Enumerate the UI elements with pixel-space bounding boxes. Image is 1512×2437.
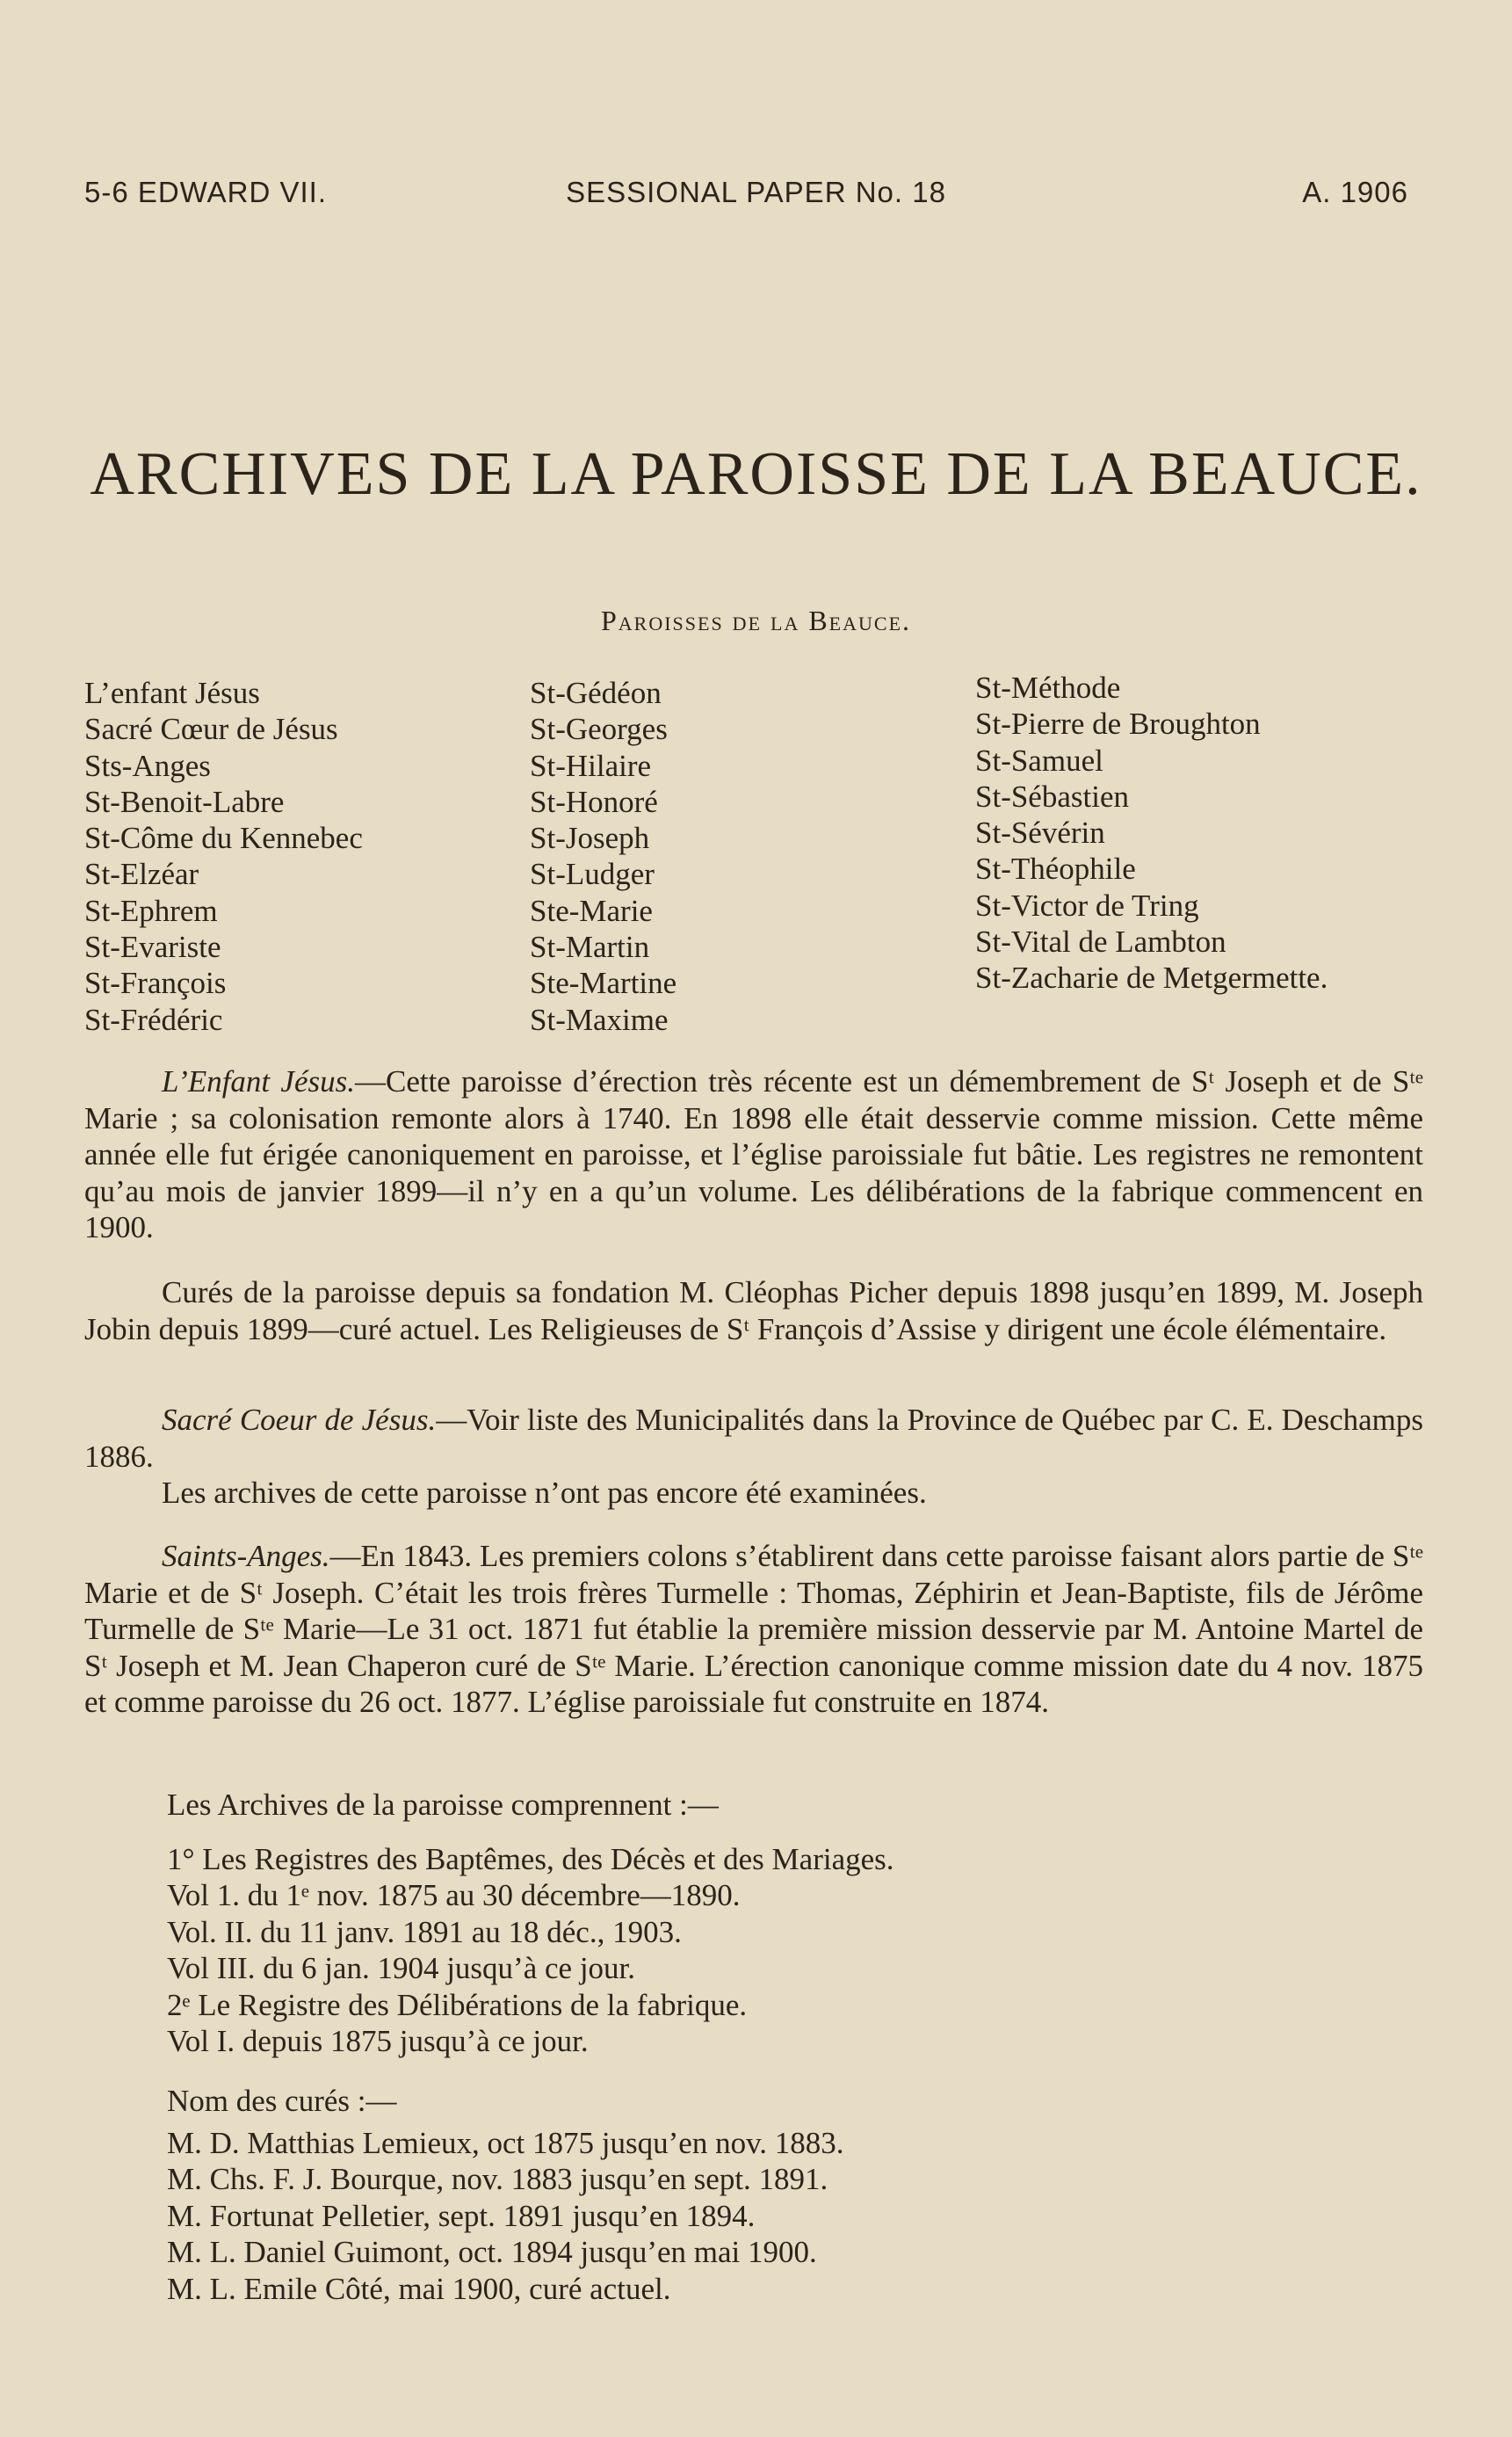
list-item: M. Chs. F. J. Bourque, nov. 1883 jusqu’en sept. 1891. [167,2162,828,2196]
list-item: M. L. Daniel Guimont, oct. 1894 jusqu’en mai 1900. [167,2235,817,2269]
parish-column-1 [84,675,363,1038]
section-label: Saints-Anges. [162,1539,330,1573]
paragraph-text: —En 1843. Les premiers colons s’établirent dans cette paroisse faisant alors partie de Sᵗᵉ Marie et de Sᵗ Joseph. C’était les trois frères Turmelle : Thomas, Zéphirin et Jean-Baptiste, fils de Jérôme Turmelle de Sᵗᵉ Marie—Le 31 oct. 1871 fut établie la première mission desservie par M. Antoine Martel de Sᵗ Joseph et M. Jean Chaperon curé de Sᵗᵉ Marie. L’érection canonique comme mission date du 4 nov. 1875 et comme paroisse du 26 oct. 1877. L’église paroissiale fut construite en 1874. [84,1539,1423,1719]
parish-column-3 [975,670,1328,997]
parish-item: St-Gédéon [530,676,662,710]
parish-item: St-Théophile [975,852,1136,887]
parish-item: St-François [84,966,227,1001]
list-item: Vol. II. du 11 janv. 1891 au 18 déc., 1903. [167,1914,682,1949]
parish-item: St-Honoré [530,784,658,819]
parish-item: Ste-Martine [530,966,677,1001]
list-item: M. D. Matthias Lemieux, oct 1875 jusqu’en nov. 1883. [167,2125,844,2160]
parish-item: St-Sébastien [975,779,1129,814]
list-item: 2ᵉ Le Registre des Délibérations de la fabrique. [167,1987,748,2022]
paragraph-saints-anges [84,1538,1423,1721]
parish-item: St-Sévérin [975,816,1105,851]
paragraph-sacre-coeur [84,1402,1423,1512]
paragraph-enfant-jesus [84,1063,1423,1246]
parish-item: St-Hilaire [530,748,652,783]
parish-item: St-Frédéric [84,1002,223,1037]
parish-column-2 [530,675,676,1038]
parish-item: St-Benoit-Labre [84,784,285,819]
archives-list [167,1787,894,2060]
section-label: Sacré Coeur de Jésus. [162,1403,437,1437]
parish-item: St-Victor de Tring [975,888,1199,923]
parish-item: St-Pierre de Broughton [975,707,1261,742]
page-title: ARCHIVES DE LA PAROISSE DE LA BEAUCE. [90,440,1422,508]
archives-intro: Les Archives de la paroisse comprennent :— [167,1788,719,1822]
parish-item: L’enfant Jésus [84,676,260,710]
list-item: Vol I. depuis 1875 jusqu’à ce jour. [167,2024,589,2058]
paragraph-text: —Cette paroisse d’érection très récente est un démembrement de Sᵗ Joseph et de Sᵗᵉ Marie ; sa colonisation remonte alors à 1740. En 1898 elle était desservie comme mission. Cette même année elle fut érigée canoniquement en paroisse, et l’église paroissiale fut bâtie. Les registres ne remontent qu’au mois de janvier 1899—il n’y en a qu’un volume. Les délibérations de la fabrique commencent en 1900. [84,1064,1423,1244]
parish-item: St-Côme du Kennebec [84,821,363,856]
parish-item: St-Martin [530,930,650,965]
parish-item: Ste-Marie [530,893,653,928]
list-item: 1° Les Registres des Baptêmes, des Décès et des Mariages. [167,1841,894,1876]
parish-item: St-Ludger [530,857,655,892]
parish-item: St-Evariste [84,930,221,965]
list-item: Vol III. du 6 jan. 1904 jusqu’à ce jour. [167,1951,636,1985]
paragraph-enfant-cures [84,1274,1423,1347]
parish-item: St-Elzéar [84,857,199,892]
section-label: L’Enfant Jésus. [162,1064,355,1099]
cures-list [167,2083,844,2307]
paragraph-text: Les archives de cette paroisse n’ont pas encore été examinées. [162,1476,927,1510]
parish-item: St-Samuel [975,743,1103,778]
list-item: Vol 1. du 1ᵉ nov. 1875 au 30 décembre—1890. [167,1878,741,1912]
parish-item: St-Vital de Lambton [975,925,1226,960]
parish-item: St-Maxime [530,1002,669,1037]
list-item: M. L. Emile Côté, mai 1900, curé actuel. [167,2271,671,2306]
parish-item: St-Zacharie de Metgermette. [975,961,1328,996]
paragraph-text: Curés de la paroisse depuis sa fondation M. Cléophas Picher depuis 1898 jusqu’en 1899, M. Joseph Jobin depuis 1899—curé actuel. Les Religieuses de Sᵗ François d’Assise y dirigent une école élémentaire. [84,1275,1423,1346]
header-right: A. 1906 [1302,176,1408,208]
section-subtitle: Paroisses de la Beauce. [600,605,912,636]
cures-intro: Nom des curés :— [167,2084,397,2118]
parish-item: Sacré Cœur de Jésus [84,712,338,747]
parish-item: Sts-Anges [84,748,211,783]
parish-item: St-Méthode [975,671,1121,705]
list-item: M. Fortunat Pelletier, sept. 1891 jusqu’en 1894. [167,2198,756,2233]
parish-item: St-Georges [530,712,668,747]
parish-item: St-Ephrem [84,893,218,928]
header-left: 5-6 EDWARD VII. [84,176,327,208]
parish-item: St-Joseph [530,821,650,856]
paragraph-text: —Voir liste des Municipalités dans la Province de Québec par C. E. Deschamps 1886. [84,1403,1423,1474]
header-center: SESSIONAL PAPER No. 18 [566,176,946,208]
